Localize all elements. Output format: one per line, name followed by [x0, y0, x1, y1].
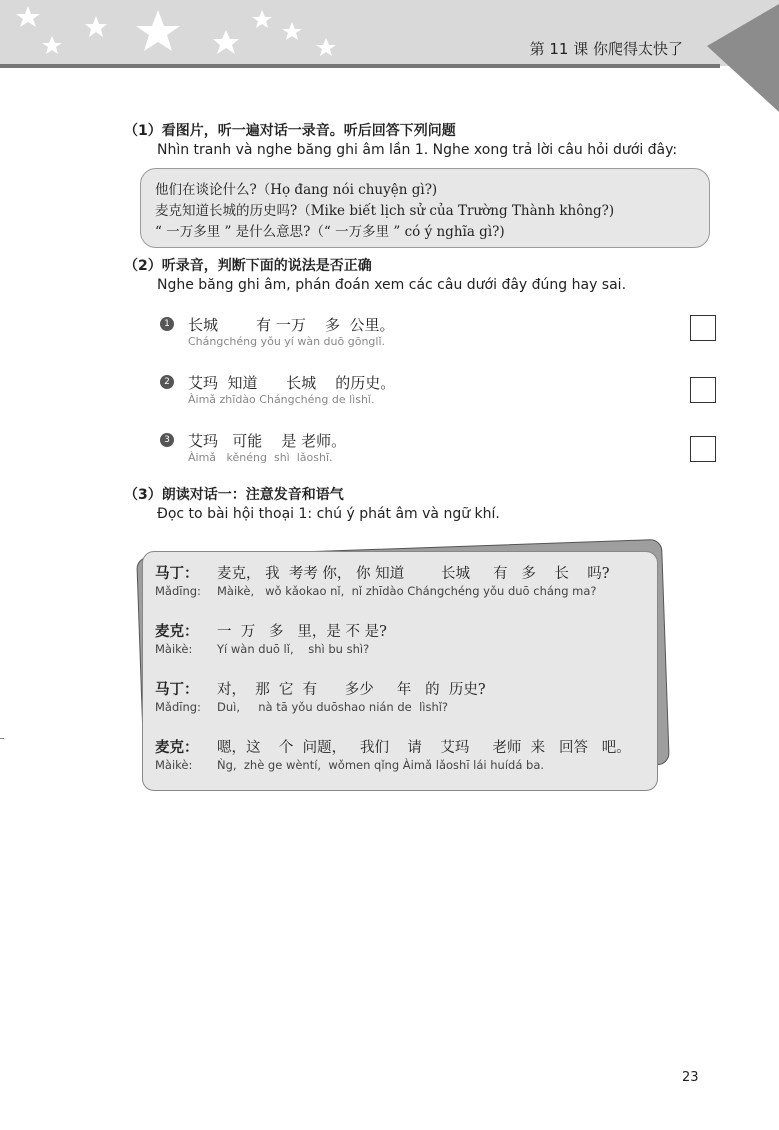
- statement-text: 长城 有 一万 多 公里。: [188, 316, 395, 334]
- speaker: 马丁：: [155, 566, 199, 582]
- pinyin-text: Duì, nà tā yǒu duōshao nián de lìshǐ?: [217, 700, 449, 714]
- statement-pinyin: Àimǎ kěnéng shì lǎoshī.: [188, 451, 333, 464]
- section1-title-vi: Nhìn tranh và nghe băng ghi âm lần 1. Nghe xong trả lời câu hỏi dưới đây:: [157, 142, 678, 158]
- lesson-title: 第 11 课 你爬得太快了: [529, 40, 683, 58]
- speaker: 麦克：: [155, 624, 199, 640]
- question-3: “ 一万多里 ” 是什么意思?（“ 一万多里 ” có ý nghĩa gì?): [155, 224, 505, 240]
- header-rule: [0, 64, 720, 68]
- dialogue-line-3: [155, 678, 486, 699]
- statement-number: 3: [160, 433, 174, 447]
- statement-pinyin: Chángchéng yǒu yí wàn duō gōnglǐ.: [188, 335, 386, 348]
- section2-heading: [124, 257, 626, 295]
- star-icon: [316, 38, 336, 56]
- star-icon: [85, 16, 107, 37]
- speaker-pinyin: Màikè:: [155, 642, 193, 656]
- speaker: 马丁：: [155, 682, 199, 698]
- statement-number: 2: [160, 375, 174, 389]
- speaker: 麦克：: [155, 740, 199, 756]
- star-icon: [213, 30, 239, 54]
- star-icon: [42, 36, 62, 54]
- statement-text: 艾玛 知道 长城 的历史。: [188, 374, 396, 392]
- section3-title-vi: Đọc to bài hội thoại 1: chú ý phát âm và ngữ khí.: [157, 506, 500, 522]
- section2-title-vi: Nghe băng ghi âm, phán đoán xem các câu dưới đây đúng hay sai.: [157, 277, 627, 293]
- dialogue-text: 麦克， 我 考考 你， 你 知道 长城 有 多 长 吗?: [217, 566, 610, 582]
- speaker-pinyin: Màikè:: [155, 758, 193, 772]
- dialogue-line-2: [155, 620, 387, 641]
- star-icon: [252, 10, 272, 28]
- answer-checkbox-2[interactable]: [690, 377, 716, 403]
- dialogue-text: 一 万 多 里，是 不 是?: [217, 624, 387, 640]
- pinyin-text: Yí wàn duō lǐ, shì bu shì?: [217, 642, 370, 656]
- margin-tick: [0, 738, 4, 739]
- answer-checkbox-1[interactable]: [690, 315, 716, 341]
- dialogue-pinyin-2: [155, 642, 369, 656]
- dialogue-line-1: [155, 562, 610, 583]
- dialogue-pinyin-1: [155, 584, 597, 598]
- page-number: 23: [682, 1070, 699, 1085]
- dialogue-line-4: [155, 736, 631, 757]
- star-icon: [16, 6, 40, 27]
- pinyin-text: Màikè, wǒ kǎokao nǐ, nǐ zhīdào Chángchéng yǒu duō cháng ma?: [217, 584, 597, 598]
- dialogue-text: 嗯，这 个 问题， 我们 请 艾玛 老师 来 回答 吧。: [217, 740, 631, 756]
- section1-title-zh: （1）看图片，听一遍对话一录音。听后回答下列问题: [124, 123, 456, 139]
- header-triangle: [699, 0, 779, 120]
- statement-pinyin: Àimǎ zhīdào Chángchéng de lìshǐ.: [188, 393, 375, 406]
- pinyin-text: Ǹg, zhè ge wèntí, wǒmen qǐng Àimǎ lǎoshī lái huídá ba.: [217, 758, 545, 772]
- dialogue-pinyin-3: [155, 700, 448, 714]
- star-icon: [136, 10, 180, 51]
- question-1: 他们在谈论什么?（Họ đang nói chuyện gì?): [155, 182, 438, 198]
- question-box: [140, 168, 710, 248]
- dialogue-text: 对， 那 它 有 多少 年 的 历史?: [217, 682, 486, 698]
- speaker-pinyin: Mǎdīng:: [155, 584, 201, 598]
- section3-heading: [124, 486, 500, 524]
- speaker-pinyin: Mǎdīng:: [155, 700, 201, 714]
- answer-checkbox-3[interactable]: [690, 436, 716, 462]
- star-decoration: [0, 0, 360, 66]
- statement-number: 1: [160, 317, 174, 331]
- question-2: 麦克知道长城的历史吗?（Mike biết lịch sử của Trường Thành không?): [155, 203, 615, 219]
- dialogue-box: [142, 551, 658, 791]
- section3-title-zh: （3）朗读对话一：注意发音和语气: [124, 487, 344, 503]
- statement-text: 艾玛 可能 是 老师。: [188, 432, 347, 450]
- section1-heading: [124, 122, 677, 160]
- star-icon: [282, 22, 302, 40]
- dialogue-pinyin-4: [155, 758, 544, 772]
- section2-title-zh: （2）听录音，判断下面的说法是否正确: [124, 258, 372, 274]
